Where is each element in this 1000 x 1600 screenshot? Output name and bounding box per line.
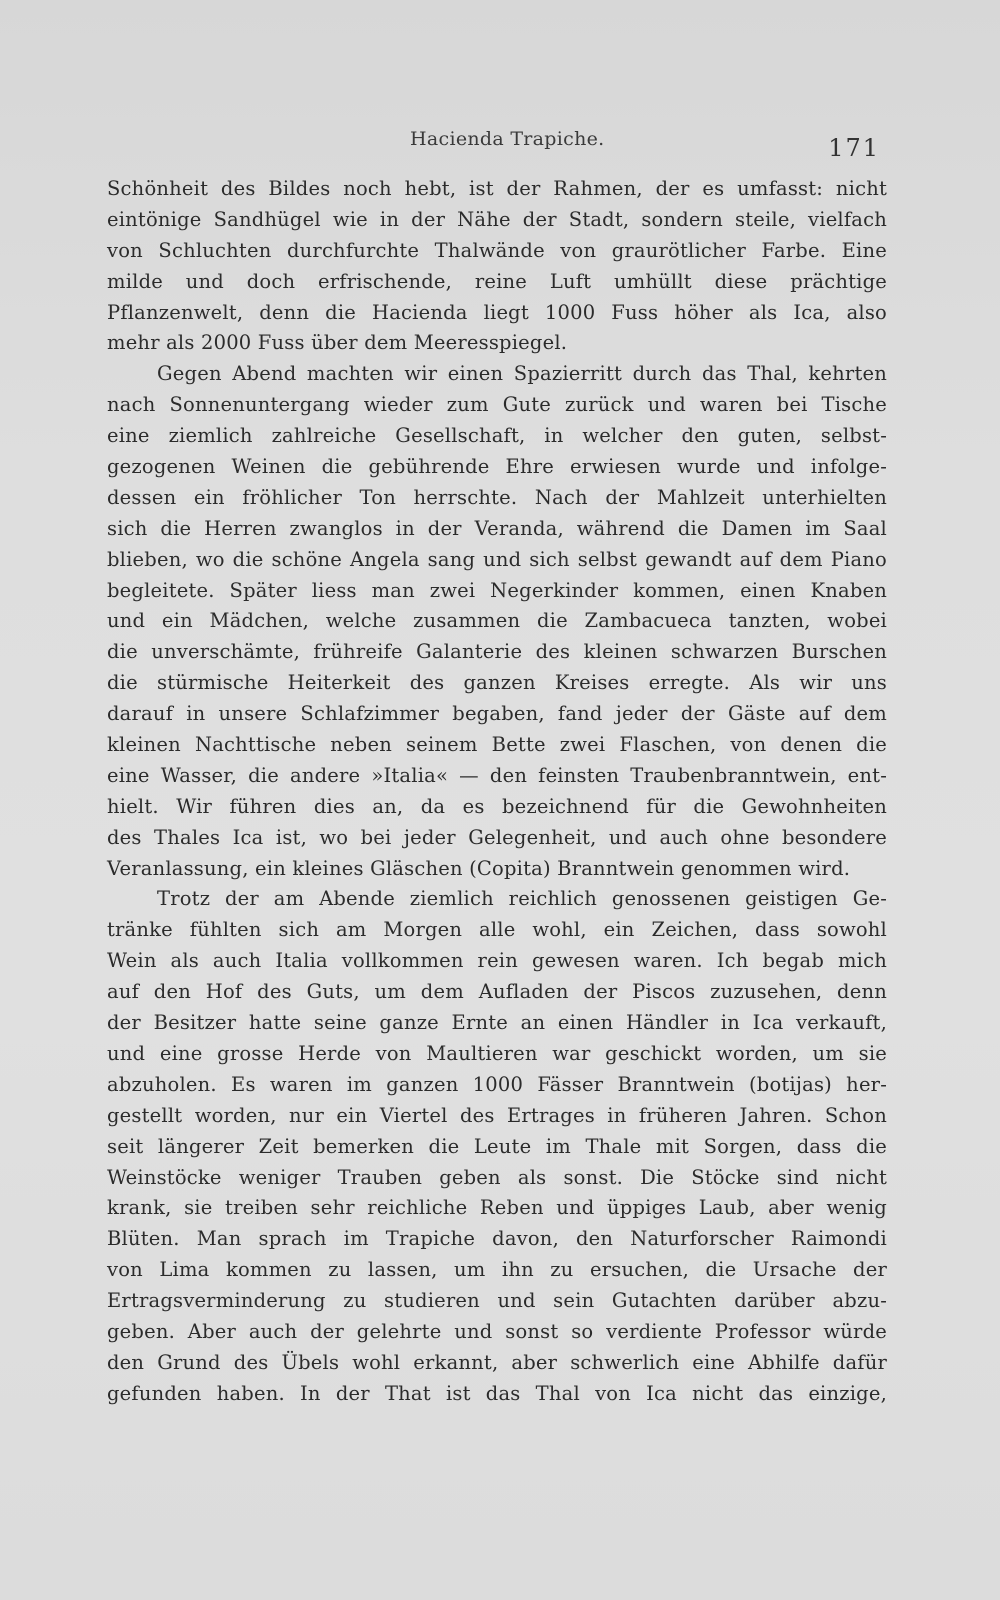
text-line: eintönige Sandhügel wie in der Nähe der Stadt, sondern steile, vielfach — [107, 207, 887, 231]
running-head — [100, 126, 880, 162]
text-line: tränke fühlten sich am Morgen alle wohl, ein Zeichen, dass sowohl — [107, 918, 887, 942]
text-line: den Grund des Übels wohl erkannt, aber schwerlich eine Abhilfe dafür — [107, 1350, 887, 1374]
text-line: Weinstöcke weniger Trauben geben als sonst. Die Stöcke sind nicht — [107, 1165, 887, 1189]
text-line: gezogenen Weinen die gebührende Ehre erwiesen wurde und infolge- — [107, 455, 887, 479]
text-line: von Schluchten durchfurchte Thalwände von graurötlicher Farbe. Eine — [107, 238, 887, 262]
text-line: von Lima kommen zu lassen, um ihn zu ersuchen, die Ursache der — [107, 1258, 887, 1282]
text-line: und ein Mädchen, welche zusammen die Zambacueca tanzten, wobei — [107, 609, 887, 633]
text-line: krank, sie treiben sehr reichliche Reben und üppiges Laub, aber wenig — [107, 1196, 887, 1220]
text-line: gestellt worden, nur ein Viertel des Ertrages in früheren Jahren. Schon — [107, 1103, 887, 1127]
text-line: Schönheit des Bildes noch hebt, ist der Rahmen, der es umfasst: nicht — [107, 177, 887, 200]
text-line: Wein als auch Italia vollkommen rein gewesen waren. Ich begab mich — [107, 949, 887, 973]
body-text — [107, 174, 887, 1410]
text-line: Trotz der am Abende ziemlich reichlich genossenen geistigen Ge- — [157, 887, 887, 911]
text-line: und eine grosse Herde von Maultieren war geschickt worden, um sie — [107, 1041, 887, 1065]
text-line: auf den Hof des Guts, um dem Aufladen der Piscos zuzusehen, denn — [107, 980, 887, 1004]
page-number: 171 — [828, 134, 880, 162]
text-line: der Besitzer hatte seine ganze Ernte an einen Händler in Ica verkauft, — [107, 1011, 887, 1035]
text-line: Blüten. Man sprach im Trapiche davon, den Naturforscher Raimondi — [107, 1227, 887, 1251]
text-line: milde und doch erfrischende, reine Luft umhüllt diese prächtige — [107, 269, 887, 293]
text-line: kleinen Nachttische neben seinem Bette zwei Flaschen, von denen die — [107, 733, 887, 757]
text-line: blieben, wo die schöne Angela sang und sich selbst gewandt auf dem Piano — [107, 547, 887, 571]
text-line: seit längerer Zeit bemerken die Leute im Thale mit Sorgen, dass die — [107, 1134, 887, 1158]
text-line: dessen ein fröhlicher Ton herrschte. Nach der Mahlzeit unterhielten — [107, 485, 887, 509]
text-line: geben. Aber auch der gelehrte und sonst so verdiente Professor würde — [107, 1319, 887, 1343]
text-line: mehr als 2000 Fuss über dem Meeresspiegel. — [107, 331, 568, 355]
text-line: die unverschämte, frühreife Galanterie des kleinen schwarzen Burschen — [107, 640, 887, 664]
text-line: eine ziemlich zahlreiche Gesellschaft, in welcher den guten, selbst- — [107, 424, 887, 448]
text-line: nach Sonnenuntergang wieder zum Gute zurück und waren bei Tische — [107, 393, 887, 417]
text-line: gefunden haben. In der That ist das Thal von Ica nicht das einzige, — [107, 1381, 887, 1405]
text-line: Pflanzenwelt, denn die Hacienda liegt 1000 Fuss höher als Ica, also — [107, 300, 887, 324]
text-line: abzuholen. Es waren im ganzen 1000 Fässer Branntwein (botijas) her- — [107, 1072, 887, 1096]
text-line: begleitete. Später liess man zwei Negerkinder kommen, einen Knaben — [107, 578, 887, 602]
text-line: hielt. Wir führen dies an, da es bezeichnend für die Gewohnheiten — [107, 794, 887, 818]
text-line: darauf in unsere Schlafzimmer begaben, fand jeder der Gäste auf dem — [107, 702, 887, 726]
text-line: Ertragsverminderung zu studieren und sein Gutachten darüber abzu- — [107, 1289, 887, 1313]
text-line: eine Wasser, die andere »Italia« — den feinsten Traubenbranntwein, ent- — [107, 763, 887, 787]
text-line: Gegen Abend machten wir einen Spazierritt durch das Thal, kehrten — [157, 362, 887, 386]
text-line: sich die Herren zwanglos in der Veranda, während die Damen im Saal — [107, 516, 887, 540]
text-line: die stürmische Heiterkeit des ganzen Kreises erregte. Als wir uns — [107, 671, 887, 695]
text-line: Veranlassung, ein kleines Gläschen (Copita) Branntwein genommen wird. — [107, 856, 851, 880]
running-head-title: Hacienda Trapiche. — [410, 128, 605, 150]
text-line: des Thales Ica ist, wo bei jeder Gelegenheit, und auch ohne besondere — [107, 825, 887, 849]
